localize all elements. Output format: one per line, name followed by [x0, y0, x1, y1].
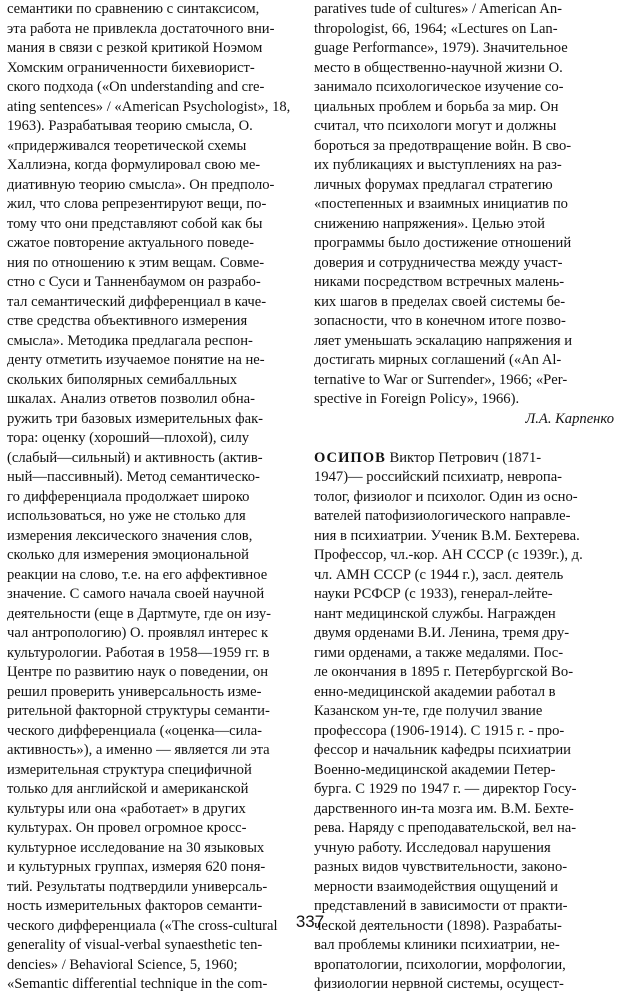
text-line: их публикациях и выступлениях на раз-	[314, 157, 562, 173]
text-line: тому что они представляют собой как бы	[7, 215, 263, 232]
entry-text-line: рева. Наряду с преподавательской, вел на-	[314, 820, 577, 836]
text-line: ность измерительных факторов семанти-	[7, 898, 263, 914]
text-line: paratives tude of cultures» / American An-	[314, 1, 563, 17]
entry-text-line: науки РСФСР (с 1933), генерал-лейте-	[314, 586, 553, 602]
text-line: ческого дифференциала («оценка—сила-	[7, 722, 263, 739]
text-line: скольких биполярных семибалльных	[7, 371, 238, 388]
entry-text-line: ния в психиатрии. Ученик В.М. Бехтерева.	[314, 527, 580, 544]
entry-first-line	[314, 449, 614, 469]
entry-text-line: 1947)— российский психиатр, невропа-	[314, 469, 563, 485]
text-line: и культурных группах, измеряя 620 поня-	[7, 859, 266, 875]
text-line: тал семантический дифференциал в каче-	[7, 293, 267, 310]
text-line: ния по отношению к этим вещам. Совме-	[7, 254, 265, 271]
text-line: ких шагов в пределах своей системы бе-	[314, 293, 566, 310]
text-line: измерения лексического значения слов,	[7, 527, 253, 544]
entry-text-line: профессора (1906-1914). С 1915 г. - про-	[314, 722, 565, 739]
text-line: ляет уменьшать эскалацию напряжения и	[314, 332, 573, 349]
text-line: жил, что слова репрезентируют вещи, по-	[7, 196, 267, 212]
text-line: guage Performance», 1979). Значительное	[314, 40, 568, 56]
entry-text-line: Профессор, чл.-кор. АН СССР (с 1939г.), д.	[314, 547, 583, 563]
text-line: dencies» / Behavioral Science, 5, 1960;	[7, 956, 238, 973]
text-line: ческого дифференциала («The cross-cultural	[7, 917, 278, 934]
text-line: «Semantic differential technique in the com-	[7, 976, 268, 992]
text-line: (слабый—сильный) и активность (актив-	[7, 449, 263, 466]
text-line: ating sentences» / «American Psychologist», 18,	[7, 98, 291, 115]
text-line: значение. С самого начала своей научной	[7, 586, 265, 602]
page-number: 337	[295, 912, 325, 931]
entry-text-line: бурга. С 1929 по 1947 г. — директор Госу-	[314, 781, 577, 797]
entry-text-line: ческой деятельности (1898). Разрабаты-	[314, 917, 562, 934]
text-line: стно с Суси и Танненбаумом он разрабо-	[7, 274, 261, 290]
text-line: программы было достижение отношений	[314, 235, 572, 251]
text-line: generality of visual-verbal synaesthetic ten-	[7, 937, 263, 953]
text-line: культурное исследование на 30 языковых	[7, 839, 265, 856]
text-line: го дифференциала продолжает широко	[7, 488, 250, 505]
text-line: доверия и сотрудничества между участ-	[314, 254, 563, 271]
text-line: культурологии. Работая в 1958—1959 гг. в	[7, 644, 270, 661]
text-line: «постепенных и взаимных инициатив по	[314, 196, 568, 212]
text-line: личных форумах предлагал стратегию	[314, 176, 553, 193]
text-line: шкалах. Анализ ответов позволил обна-	[7, 391, 255, 407]
text-line: семантики по сравнению с синтаксисом,	[7, 1, 260, 17]
text-line: никами посредством встречных малень-	[314, 274, 565, 290]
text-line: Халлиэна, когда формулировал свою ме-	[7, 157, 261, 173]
text-line: чал антропологию) О. проявлял интерес к	[7, 625, 269, 641]
entry-text-line: разных видов чувствительности, законо-	[314, 859, 568, 875]
text-line: смысла». Методика предлагала респон-	[7, 332, 253, 349]
text-line: бороться за предотвращение войн. В сво-	[314, 137, 572, 154]
text-line: «придерживался теоретической схемы	[7, 137, 247, 154]
entry-text-line: вропатологии, психологии, морфологии,	[314, 956, 566, 973]
text-line: тора: оценку (хороший—плохой), силу	[7, 430, 250, 446]
entry-text-line: мерности взаимодействия ощущений и	[314, 878, 558, 895]
text-line: рительной факторной структуры семанти-	[7, 703, 270, 719]
text-line: культурах. Он провел огромное кросс-	[7, 820, 247, 836]
text-line: тий. Результаты подтвердили универсаль-	[7, 878, 268, 895]
left-column	[7, 0, 305, 995]
text-line: Хомским ограниченности бихевиорист-	[7, 59, 255, 76]
text-line: деятельности (еще в Дартмуте, где он изу-	[7, 605, 272, 622]
text-line: эта работа не привлекла достаточного вни-	[7, 20, 275, 37]
entry-text-line: фессор и начальник кафедры психиатрии	[314, 742, 571, 758]
text-line: считал, что психологи могут и должны	[314, 118, 557, 134]
entry-text-line: енно-медицинской академии работал в	[314, 683, 556, 700]
entry-text-line: физиологии нервной системы, осущест-	[314, 976, 564, 992]
text-line: только для английской и американской	[7, 781, 249, 797]
entry-spacer	[314, 429, 614, 449]
text-line: измерительная структура специфичной	[7, 761, 252, 778]
text-line: занимало психологическое изучение со-	[314, 79, 564, 95]
article-author: Л.А. Карпенко	[525, 410, 614, 427]
entry-text-line: вателей патофизиологического направле-	[314, 508, 571, 524]
text-line: культуры или она «работает» в других	[7, 800, 246, 817]
text-line: Центре по развитию наук о поведении, он	[7, 664, 268, 680]
entry-text-line: Военно-медицинской академии Петер-	[314, 761, 556, 778]
text-line: денту отметить изучаемое понятие на не-	[7, 352, 265, 368]
text-line: диативную теорию смысла». Он предполо-	[7, 176, 275, 193]
entry-text-line: вал проблемы клиники психиатрии, не-	[314, 937, 560, 953]
text-line: сжатое повторение актуального поведе-	[7, 235, 254, 251]
entry-text-line: гими орденами, а также медалями. Пос-	[314, 644, 564, 661]
entry-text-line: ле окончания в 1895 г. Петербургской Во-	[314, 664, 574, 680]
text-line: ружить три базовых измерительных фак-	[7, 410, 264, 427]
text-line: spective in Foreign Policy», 1966).	[314, 391, 520, 407]
text-line: thropologist, 66, 1964; «Lectures on Lan-	[314, 20, 558, 37]
entry-text-line: толог, физиолог и психолог. Один из осно-	[314, 488, 578, 505]
text-line: зопасности, что в конечном итоге позво-	[314, 313, 566, 329]
text-line: циальных проблем и борьба за мир. Он	[314, 98, 559, 115]
text-line: сколько для измерения эмоциональной	[7, 547, 249, 563]
text-line: реакции на слово, т.е. на его аффективное	[7, 566, 268, 583]
entry-text-line: двумя орденами В.И. Ленина, тремя дру-	[314, 625, 570, 641]
entry-text-line: нант медицинской службы. Награжден	[314, 605, 556, 622]
entry-heading-rest: Виктор Петрович (1871-	[385, 449, 542, 466]
text-line: ternative to War or Surrender», 1966; «Per-	[314, 371, 568, 388]
right-column-continuation	[314, 0, 614, 410]
text-line: мания в связи с резкой критикой Ноэмом	[7, 40, 263, 56]
entry-text-line: учную работу. Исследовал нарушения	[314, 839, 551, 856]
text-line: место в общественно-научной жизни О.	[314, 59, 563, 76]
entry-text-line: чл. АМН СССР (с 1944 г.), засл. деятель	[314, 566, 564, 583]
entry-text-line: Казанском ун-те, где получил звание	[314, 703, 543, 719]
text-line: ный—пассивный). Метод семантическо-	[7, 469, 260, 485]
text-line: решил проверить универсальность изме-	[7, 683, 262, 700]
text-line: активность»), а именно — является ли эта	[7, 742, 270, 758]
entry-text-line: представлений в зависимости от практи-	[314, 898, 568, 914]
text-line: ского подхода («On understanding and cre-	[7, 79, 265, 95]
right-column	[314, 0, 614, 995]
text-line: использоваться, но уже не столько для	[7, 508, 246, 524]
text-line: снижению напряжения». Целью этой	[314, 215, 545, 232]
text-line: стве средства объективного измерения	[7, 313, 248, 329]
entry-heading: ОСИПОВ	[314, 449, 386, 466]
text-line: 1963). Разрабатывая теорию смысла, О.	[7, 118, 253, 134]
text-line: достигать мирных соглашений («An Al-	[314, 352, 562, 368]
entry-text-line: дарственного ин-та мозга им. В.М. Бехте-	[314, 800, 574, 817]
